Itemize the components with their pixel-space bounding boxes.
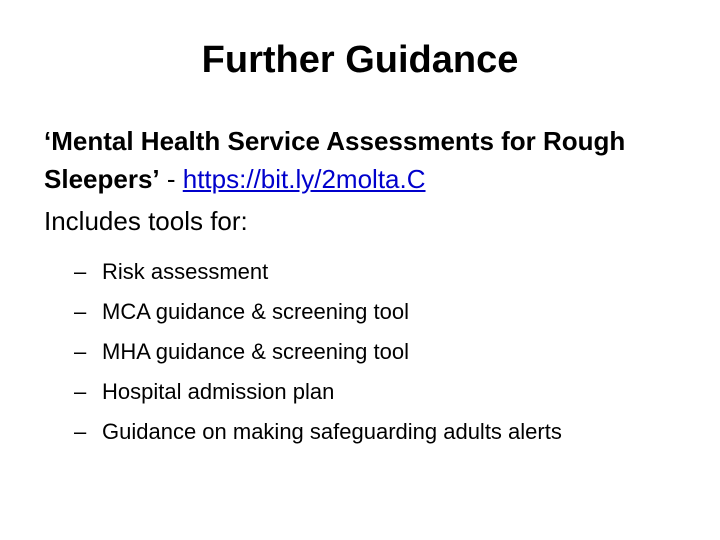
resource-separator: - — [159, 164, 183, 194]
bullet-dash: – — [74, 339, 87, 364]
list-item-text: Hospital admission plan — [102, 379, 335, 404]
list-item-text: MCA guidance & screening tool — [102, 299, 409, 324]
bullet-dash: – — [74, 299, 87, 324]
list-item — [74, 252, 684, 292]
slide-title: Further Guidance — [201, 39, 519, 81]
list-item-text: Guidance on making safeguarding adults alerts — [102, 419, 562, 444]
list-item — [74, 372, 684, 412]
list-item — [74, 292, 684, 332]
list-item-text: Risk assessment — [102, 259, 269, 284]
resource-line — [44, 122, 684, 198]
bullet-dash: – — [74, 379, 87, 404]
list-item — [74, 332, 684, 372]
bullet-dash: – — [74, 419, 87, 444]
list-item-text: MHA guidance & screening tool — [102, 339, 409, 364]
bullet-dash: – — [74, 259, 87, 284]
tools-list — [44, 252, 684, 452]
slide-body — [44, 122, 684, 452]
resource-link[interactable]: https://bit.ly/2molta.C — [182, 164, 426, 194]
resource-name: ‘Mental Health Service Assessments for Rough Sleepers’ — [44, 126, 626, 194]
tools-intro: Includes tools for: — [44, 206, 248, 236]
list-item — [74, 412, 684, 452]
